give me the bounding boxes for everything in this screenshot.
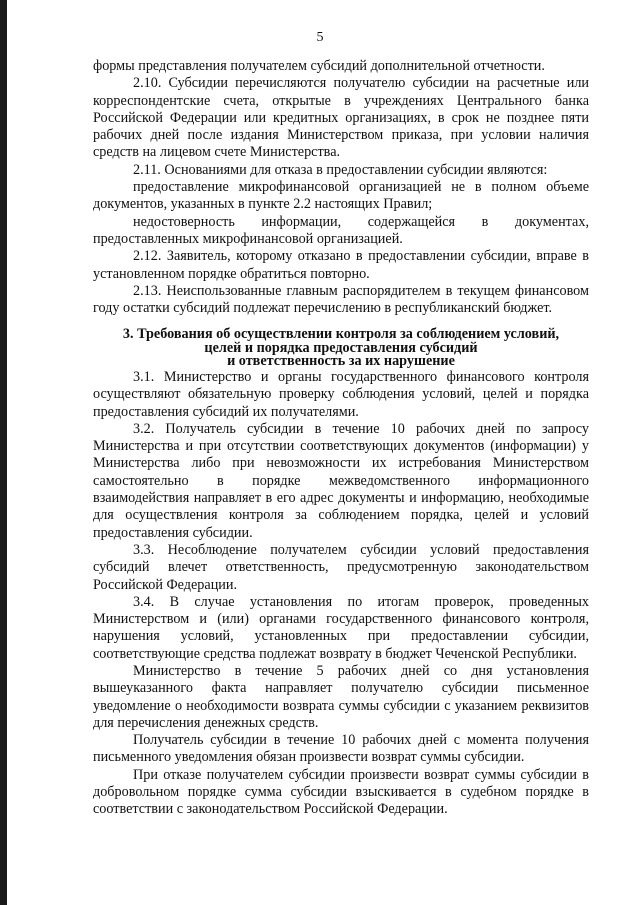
paragraph-2-12: 2.12. Заявитель, которому отказано в предоставлении субсидии, вправе в установленном порядке обратиться повторно. xyxy=(93,248,589,282)
page-number: 5 xyxy=(316,30,324,45)
paragraph: Получатель субсидии в течение 10 рабочих дней с момента получения письменного уведомления обязан произвести возврат суммы субсидии. xyxy=(93,732,589,766)
section-title-line: целей и порядка предоставления субсидий xyxy=(204,339,478,356)
paragraph: При отказе получателем субсидии произвести возврат суммы субсидии в добровольном порядке сумма субсидии взыскивается в судебном порядке в соответствии с законодательством Российской Федерации. xyxy=(93,766,589,818)
paragraph: формы представления получателем субсидий дополнительной отчетности. xyxy=(93,58,545,74)
document-body xyxy=(93,58,589,819)
paragraph: недостоверность информации, содержащейся в документах, предоставленных микрофинансовой организацией. xyxy=(93,213,589,247)
paragraph-3-2: 3.2. Получатель субсидии в течение 10 рабочих дней по запросу Министерства и при отсутствии соответствующих документов (информации) у Министерства либо при невозможности их истребования Министерством самостоятельно в порядке межведомственного информационного взаимодействия направляет в его адрес документы и информацию, необходимые для осуществления контроля за соблюдением порядка, целей и условий предоставления субсидии. xyxy=(93,420,589,541)
paragraph: предоставление микрофинансовой организацией не в полном объеме документов, указанных в пункте 2.2 настоящих Правил; xyxy=(93,179,589,213)
paragraph-3-3: 3.3. Несоблюдение получателем субсидии условий предоставления субсидий влечет ответственность, предусмотренную законодательством Российской Федерации. xyxy=(93,541,589,593)
paragraph-2-10: 2.10. Субсидии перечисляются получателю субсидии на расчетные или корреспондентские счета, открытые в учреждениях Центрального банка Российской Федерации или кредитных организациях, в срок не позднее пяти рабочих дней после издания Министерством приказа, при условии наличия средств на лицевом счете Министерства. xyxy=(93,75,589,161)
section-title-line: 3. Требования об осуществлении контроля за соблюдением условий, xyxy=(122,326,560,343)
paragraph-3-1: 3.1. Министерство и органы государственного финансового контроля осуществляют обязательную проверку соблюдения условий, целей и порядка предоставления субсидий их получателями. xyxy=(93,368,589,420)
paragraph: Министерство в течение 5 рабочих дней со дня установления вышеуказанного факта направляет получателю субсидии письменное уведомление о необходимости возврата суммы субсидии с указанием реквизитов для перечисления денежных средств. xyxy=(93,663,589,731)
section-title-line: и ответственность за их нарушение xyxy=(227,353,455,370)
paragraph-2-13: 2.13. Неиспользованные главным распорядителем в текущем финансовом году остатки субсидий подлежат перечислению в республиканский бюджет. xyxy=(93,282,589,317)
section-3-title xyxy=(93,328,589,369)
paragraph-2-11: 2.11. Основаниями для отказа в предоставлении субсидии являются: xyxy=(133,161,548,178)
paragraph-3-4: 3.4. В случае установления по итогам проверок, проведенных Министерством и (или) органами государственного финансового контроля, нарушения условий, установленных при предоставлении субсидии, соответствующие средства подлежат возврату в бюджет Чеченской Республики. xyxy=(93,593,589,662)
scan-binding-edge xyxy=(0,0,7,905)
